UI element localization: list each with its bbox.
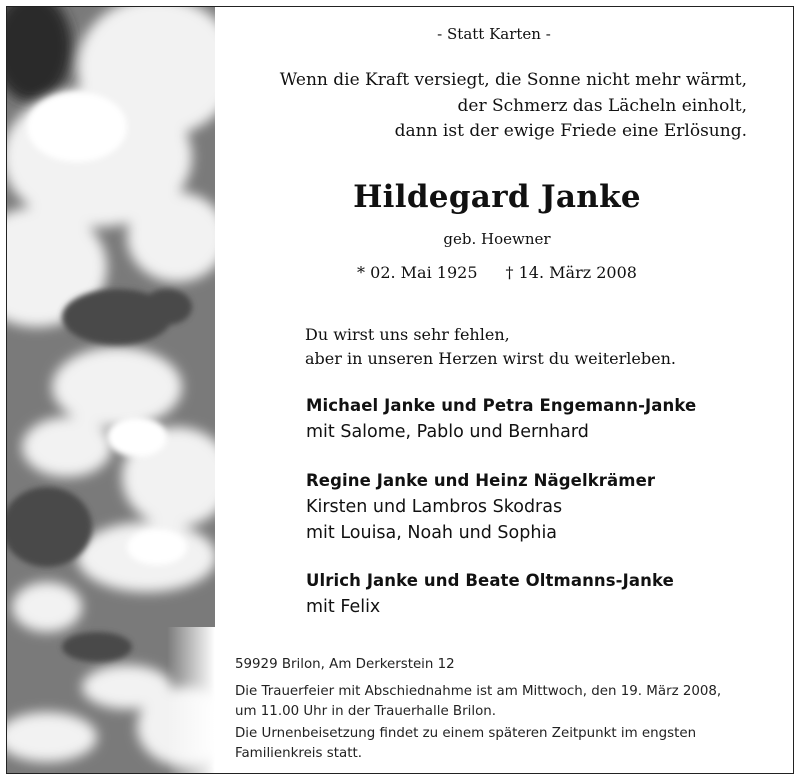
family-group xyxy=(306,568,674,620)
family-head: Michael Janke und Petra Engemann-Janke xyxy=(306,396,697,415)
family-member-line: mit Salome, Pablo und Bernhard xyxy=(306,422,589,442)
family-member-line: mit Louisa, Noah und Sophia xyxy=(306,523,558,543)
ceremony-info xyxy=(235,682,721,721)
family-group xyxy=(306,393,696,445)
family-head: Regine Janke und Heinz Nägelkrämer xyxy=(306,471,656,490)
burial-line: Familienkreis statt. xyxy=(235,745,362,761)
farewell-text xyxy=(305,323,676,371)
burial-line: Die Urnenbeisetzung findet zu einem späteren Zeitpunkt im engsten xyxy=(235,726,697,741)
birth-name: geb. Hoewner xyxy=(443,230,551,248)
ceremony-line: um 11.00 Uhr in der Trauerhalle Brilon. xyxy=(235,703,497,719)
burial-info xyxy=(235,724,696,763)
header-statt-karten: - Statt Karten - xyxy=(437,25,551,43)
cloud-sky-image xyxy=(7,7,215,773)
poem xyxy=(280,68,747,145)
address: 59929 Brilon, Am Derkerstein 12 xyxy=(235,657,455,672)
poem-line: dann ist der ewige Friede eine Erlösung. xyxy=(394,121,747,141)
deceased-name: Hildegard Janke xyxy=(353,179,641,215)
life-dates xyxy=(357,263,637,282)
poem-line: Wenn die Kraft versiegt, die Sonne nicht mehr wärmt, xyxy=(279,70,747,90)
obituary-card xyxy=(6,6,794,774)
farewell-line: aber in unseren Herzen wirst du weiterleben. xyxy=(305,349,676,368)
family-group xyxy=(306,468,655,546)
poem-line: der Schmerz das Lächeln einholt, xyxy=(457,95,747,116)
birth-date: * 02. Mai 1925 xyxy=(357,263,478,282)
image-fade xyxy=(167,627,215,773)
farewell-line: Du wirst uns sehr fehlen, xyxy=(305,325,510,344)
family-member-line: Kirsten und Lambros Skodras xyxy=(306,497,563,517)
ceremony-line: Die Trauerfeier mit Abschiednahme ist am Mittwoch, den 19. März 2008, xyxy=(235,684,722,699)
family-head: Ulrich Janke und Beate Oltmanns-Janke xyxy=(306,571,674,590)
death-date: † 14. März 2008 xyxy=(505,263,637,282)
family-member-line: mit Felix xyxy=(306,597,381,617)
